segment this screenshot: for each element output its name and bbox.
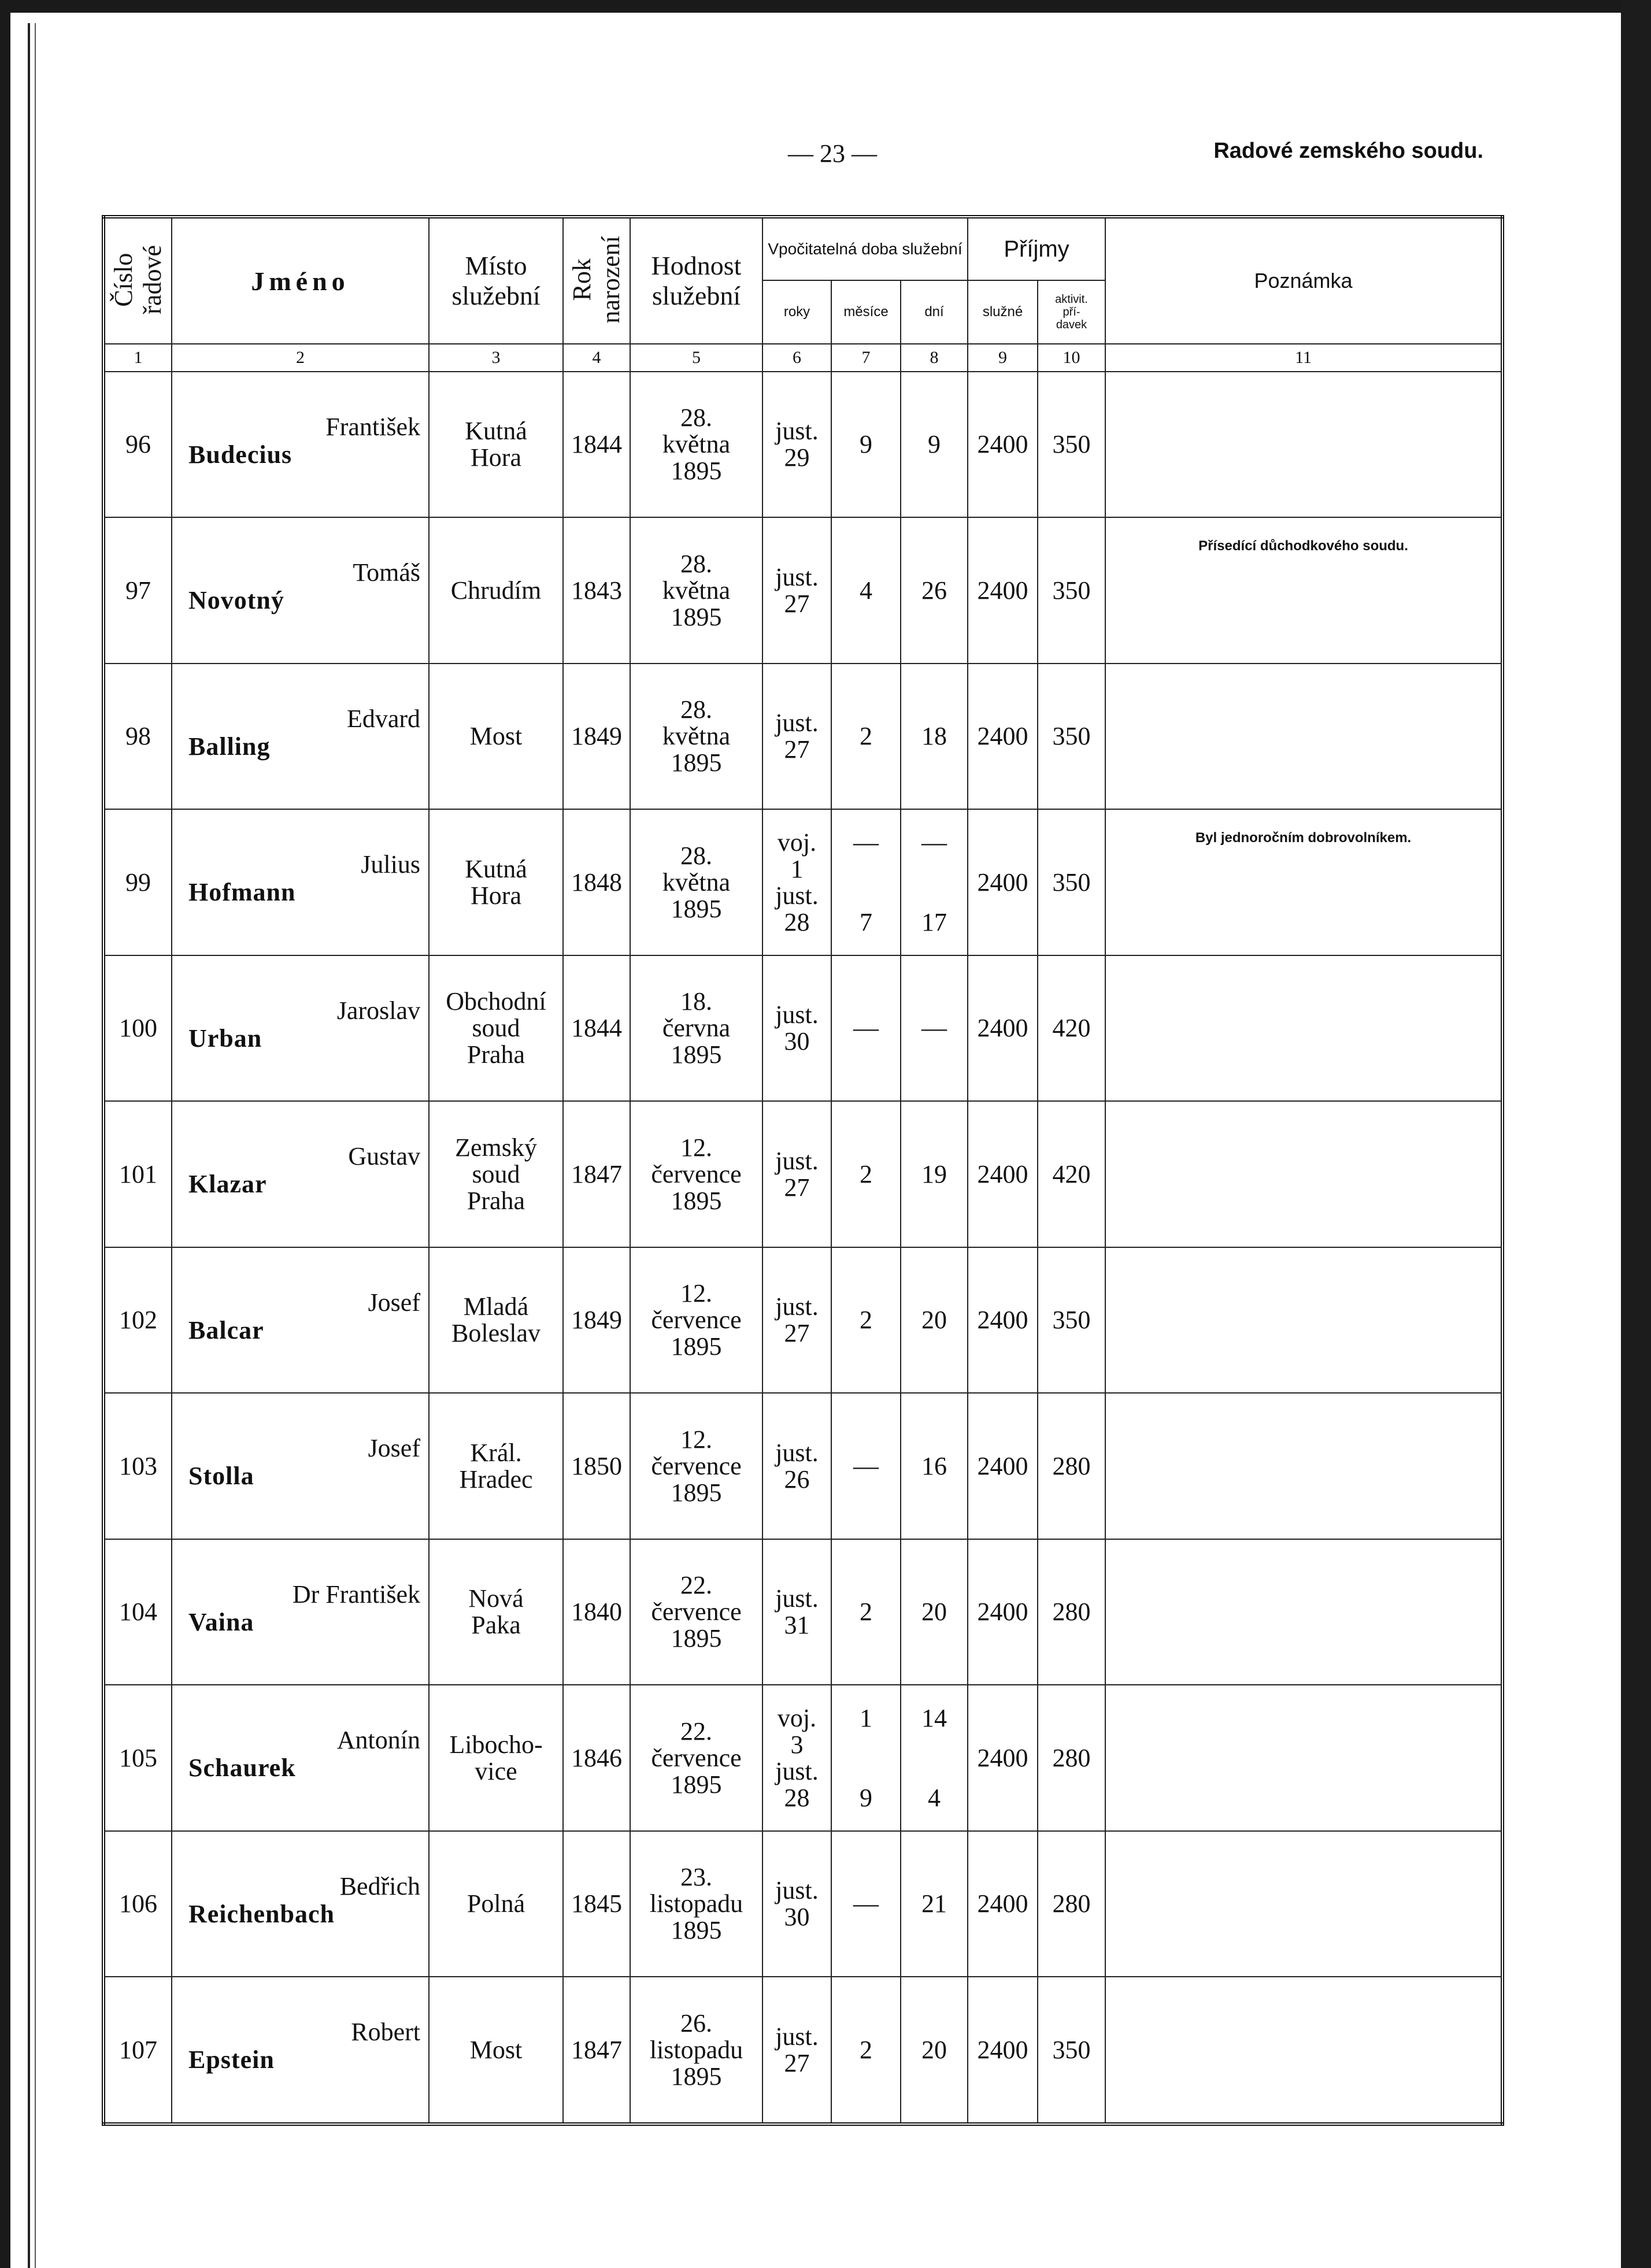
birth-year: 1846 bbox=[563, 1685, 630, 1830]
days-served: 16 bbox=[901, 1393, 968, 1539]
surname: Epstein bbox=[188, 2045, 275, 2074]
surname: Reichenbach bbox=[188, 1899, 335, 1928]
note-cell bbox=[1105, 1977, 1502, 2124]
service-place: Kutná Hora bbox=[429, 809, 563, 955]
note-cell bbox=[1105, 809, 1502, 955]
years-served: just. 30 bbox=[762, 1831, 831, 1977]
column-number: 7 bbox=[831, 344, 901, 372]
birth-year: 1850 bbox=[563, 1393, 630, 1539]
note-cell bbox=[1105, 372, 1502, 517]
note: Přísedící důchodkového soudu. bbox=[1198, 538, 1408, 554]
service-place: Kutná Hora bbox=[429, 372, 563, 517]
note-cell bbox=[1105, 1101, 1502, 1247]
row-number: 99 bbox=[103, 809, 172, 955]
activity-allowance: 350 bbox=[1038, 1247, 1105, 1393]
years-served: just. 27 bbox=[762, 1977, 831, 2124]
rank-date: 28. května 1895 bbox=[630, 809, 762, 955]
service-place: Nová Paka bbox=[429, 1539, 563, 1685]
rank-date: 23. listopadu 1895 bbox=[630, 1831, 762, 1977]
surname: Stolla bbox=[188, 1462, 254, 1491]
name-cell bbox=[172, 955, 429, 1101]
header-prijmy: Příjmy bbox=[968, 217, 1105, 280]
salary: 2400 bbox=[968, 809, 1038, 955]
activity-allowance: 280 bbox=[1038, 1539, 1105, 1685]
page-edge bbox=[28, 23, 30, 2268]
given-name: Edvard bbox=[346, 704, 420, 733]
years-served: just. 27 bbox=[762, 664, 831, 809]
table-row bbox=[103, 664, 1502, 809]
birth-year: 1849 bbox=[563, 1247, 630, 1393]
activity-allowance: 350 bbox=[1038, 1977, 1105, 2124]
days-served: 19 bbox=[901, 1101, 968, 1247]
given-name: Julius bbox=[361, 850, 420, 879]
table-row bbox=[103, 517, 1502, 663]
given-name: Robert bbox=[351, 2018, 420, 2047]
name-cell bbox=[172, 517, 429, 663]
header-doba: Vpočitatelná doba služební bbox=[762, 217, 968, 280]
days-served: 20 bbox=[901, 1539, 968, 1685]
service-place: Mladá Boleslav bbox=[429, 1247, 563, 1393]
years-served: just. 27 bbox=[762, 517, 831, 663]
surname: Balcar bbox=[188, 1315, 264, 1344]
birth-year: 1847 bbox=[563, 1977, 630, 2124]
given-name: Gustav bbox=[348, 1142, 420, 1171]
months-served: 4 bbox=[831, 517, 901, 663]
surname: Vaina bbox=[188, 1607, 254, 1636]
birth-year: 1849 bbox=[563, 664, 630, 809]
given-name: Tomáš bbox=[353, 558, 420, 587]
surname: Schaurek bbox=[188, 1754, 296, 1782]
salary: 2400 bbox=[968, 1393, 1038, 1539]
salary: 2400 bbox=[968, 1831, 1038, 1977]
rank-date: 26. listopadu 1895 bbox=[630, 1977, 762, 2124]
months-served: — 7 bbox=[831, 809, 901, 955]
header-pridavek: aktivit. pří- davek bbox=[1038, 280, 1105, 344]
months-served: 1 9 bbox=[831, 1685, 901, 1830]
activity-allowance: 280 bbox=[1038, 1393, 1105, 1539]
column-number: 10 bbox=[1038, 344, 1105, 372]
name-cell bbox=[172, 1393, 429, 1539]
activity-allowance: 420 bbox=[1038, 1101, 1105, 1247]
header-misto: Místo služební bbox=[429, 217, 563, 344]
column-number: 6 bbox=[762, 344, 831, 372]
surname: Novotný bbox=[188, 586, 284, 615]
name-cell bbox=[172, 664, 429, 809]
birth-year: 1840 bbox=[563, 1539, 630, 1685]
birth-year: 1843 bbox=[563, 517, 630, 663]
months-served: 2 bbox=[831, 664, 901, 809]
service-place: Libocho- vice bbox=[429, 1685, 563, 1830]
service-place: Most bbox=[429, 1977, 563, 2124]
years-served: voj. 1 just. 28 bbox=[762, 809, 831, 955]
page-number: — 23 — bbox=[788, 139, 877, 168]
name-cell bbox=[172, 1101, 429, 1247]
name-cell bbox=[172, 1831, 429, 1977]
column-number: 2 bbox=[172, 344, 429, 372]
header-hodnost: Hodnost služební bbox=[630, 217, 762, 344]
birth-year: 1847 bbox=[563, 1101, 630, 1247]
service-place: Obchodní soud Praha bbox=[429, 955, 563, 1101]
service-place: Chrudím bbox=[429, 517, 563, 663]
note-cell bbox=[1105, 1831, 1502, 1977]
column-number: 8 bbox=[901, 344, 968, 372]
salary: 2400 bbox=[968, 955, 1038, 1101]
row-number: 103 bbox=[103, 1393, 172, 1539]
header-jmeno: Jméno bbox=[172, 217, 429, 344]
rank-date: 28. května 1895 bbox=[630, 372, 762, 517]
years-served: just. 30 bbox=[762, 955, 831, 1101]
salary: 2400 bbox=[968, 1977, 1038, 2124]
years-served: just. 27 bbox=[762, 1101, 831, 1247]
scan-shadow-top bbox=[0, 0, 1651, 13]
surname: Urban bbox=[188, 1024, 262, 1053]
row-number: 104 bbox=[103, 1539, 172, 1685]
table-row bbox=[103, 809, 1502, 955]
note-cell bbox=[1105, 664, 1502, 809]
months-served: 2 bbox=[831, 1539, 901, 1685]
rank-date: 12. července 1895 bbox=[630, 1393, 762, 1539]
column-number: 4 bbox=[563, 344, 630, 372]
years-served: just. 31 bbox=[762, 1539, 831, 1685]
months-served: — bbox=[831, 955, 901, 1101]
years-served: voj. 3 just. 28 bbox=[762, 1685, 831, 1830]
note-cell bbox=[1105, 517, 1502, 663]
note-cell bbox=[1105, 1247, 1502, 1393]
rank-date: 28. května 1895 bbox=[630, 517, 762, 663]
activity-allowance: 350 bbox=[1038, 664, 1105, 809]
days-served: 18 bbox=[901, 664, 968, 809]
row-number: 106 bbox=[103, 1831, 172, 1977]
column-number: 5 bbox=[630, 344, 762, 372]
given-name: Jaroslav bbox=[336, 996, 420, 1025]
name-cell bbox=[172, 1977, 429, 2124]
name-cell bbox=[172, 1247, 429, 1393]
rank-date: 22. července 1895 bbox=[630, 1685, 762, 1830]
given-name: František bbox=[325, 413, 420, 441]
salary: 2400 bbox=[968, 1685, 1038, 1830]
table-row bbox=[103, 372, 1502, 517]
note-cell bbox=[1105, 1539, 1502, 1685]
years-served: just. 27 bbox=[762, 1247, 831, 1393]
given-name: Bedřich bbox=[339, 1872, 420, 1900]
service-place: Most bbox=[429, 664, 563, 809]
salary: 2400 bbox=[968, 664, 1038, 809]
surname: Balling bbox=[188, 732, 271, 761]
row-number: 105 bbox=[103, 1685, 172, 1830]
given-name: Josef bbox=[368, 1288, 420, 1317]
months-served: 9 bbox=[831, 372, 901, 517]
service-place: Zemský soud Praha bbox=[429, 1101, 563, 1247]
rank-date: 12. července 1895 bbox=[630, 1101, 762, 1247]
rank-date: 22. července 1895 bbox=[630, 1539, 762, 1685]
running-title: Radové zemského soudu. bbox=[1213, 139, 1483, 163]
days-served: 20 bbox=[901, 1977, 968, 2124]
days-served: 26 bbox=[901, 517, 968, 663]
surname: Klazar bbox=[188, 1170, 267, 1199]
surname: Budecius bbox=[188, 440, 293, 469]
rank-date: 18. června 1895 bbox=[630, 955, 762, 1101]
activity-allowance: 350 bbox=[1038, 372, 1105, 517]
column-number: 1 bbox=[103, 344, 172, 372]
rank-date: 12. července 1895 bbox=[630, 1247, 762, 1393]
header-dni: dní bbox=[901, 280, 968, 344]
table-row bbox=[103, 1393, 1502, 1539]
row-number: 98 bbox=[103, 664, 172, 809]
birth-year: 1844 bbox=[563, 372, 630, 517]
row-number: 96 bbox=[103, 372, 172, 517]
activity-allowance: 350 bbox=[1038, 809, 1105, 955]
header-poznamka: Poznámka bbox=[1105, 217, 1502, 344]
row-number: 107 bbox=[103, 1977, 172, 2124]
months-served: 2 bbox=[831, 1977, 901, 2124]
name-cell bbox=[172, 1539, 429, 1685]
note-cell bbox=[1105, 1685, 1502, 1830]
months-served: — bbox=[831, 1831, 901, 1977]
page-edge-inner bbox=[35, 23, 36, 2268]
note: Byl jednoročním dobrovolníkem. bbox=[1195, 830, 1412, 846]
name-cell bbox=[172, 372, 429, 517]
activity-allowance: 280 bbox=[1038, 1685, 1105, 1830]
years-served: just. 26 bbox=[762, 1393, 831, 1539]
activity-allowance: 280 bbox=[1038, 1831, 1105, 1977]
column-number: 11 bbox=[1105, 344, 1502, 372]
table-row bbox=[103, 1977, 1502, 2124]
header-roky: roky bbox=[762, 280, 831, 344]
row-number: 102 bbox=[103, 1247, 172, 1393]
register-table bbox=[102, 215, 1504, 2126]
header-sluzne: služné bbox=[968, 280, 1038, 344]
service-place: Polná bbox=[429, 1831, 563, 1977]
table-row bbox=[103, 1685, 1502, 1830]
salary: 2400 bbox=[968, 372, 1038, 517]
days-served: 9 bbox=[901, 372, 968, 517]
column-number: 3 bbox=[429, 344, 563, 372]
salary: 2400 bbox=[968, 1247, 1038, 1393]
salary: 2400 bbox=[968, 1101, 1038, 1247]
days-served: — bbox=[901, 955, 968, 1101]
table-row bbox=[103, 1101, 1502, 1247]
name-cell bbox=[172, 809, 429, 955]
header-rok: Rok narození bbox=[563, 217, 630, 344]
header-cislo: Číslo řadové bbox=[103, 217, 172, 344]
table-row bbox=[103, 1247, 1502, 1393]
table-body bbox=[103, 372, 1502, 2124]
header-mesice: měsíce bbox=[831, 280, 901, 344]
birth-year: 1845 bbox=[563, 1831, 630, 1977]
row-number: 97 bbox=[103, 517, 172, 663]
rank-date: 28. května 1895 bbox=[630, 664, 762, 809]
months-served: 2 bbox=[831, 1101, 901, 1247]
table-row bbox=[103, 1539, 1502, 1685]
activity-allowance: 420 bbox=[1038, 955, 1105, 1101]
note-cell bbox=[1105, 1393, 1502, 1539]
note-cell bbox=[1105, 955, 1502, 1101]
salary: 2400 bbox=[968, 1539, 1038, 1685]
days-served: — 17 bbox=[901, 809, 968, 955]
column-number: 9 bbox=[968, 344, 1038, 372]
days-served: 14 4 bbox=[901, 1685, 968, 1830]
column-number-row bbox=[103, 344, 1502, 372]
table-row bbox=[103, 1831, 1502, 1977]
days-served: 21 bbox=[901, 1831, 968, 1977]
years-served: just. 29 bbox=[762, 372, 831, 517]
row-number: 101 bbox=[103, 1101, 172, 1247]
salary: 2400 bbox=[968, 517, 1038, 663]
given-name: Antonín bbox=[336, 1726, 420, 1755]
surname: Hofmann bbox=[188, 878, 296, 907]
days-served: 20 bbox=[901, 1247, 968, 1393]
scan-shadow-right bbox=[1621, 0, 1651, 2268]
name-cell bbox=[172, 1685, 429, 1830]
table-header bbox=[103, 217, 1502, 372]
activity-allowance: 350 bbox=[1038, 517, 1105, 663]
service-place: Král. Hradec bbox=[429, 1393, 563, 1539]
given-name: Dr František bbox=[292, 1580, 420, 1609]
table-row bbox=[103, 955, 1502, 1101]
birth-year: 1844 bbox=[563, 955, 630, 1101]
row-number: 100 bbox=[103, 955, 172, 1101]
months-served: — bbox=[831, 1393, 901, 1539]
given-name: Josef bbox=[368, 1434, 420, 1463]
scan-shadow-left bbox=[0, 0, 10, 2268]
months-served: 2 bbox=[831, 1247, 901, 1393]
birth-year: 1848 bbox=[563, 809, 630, 955]
